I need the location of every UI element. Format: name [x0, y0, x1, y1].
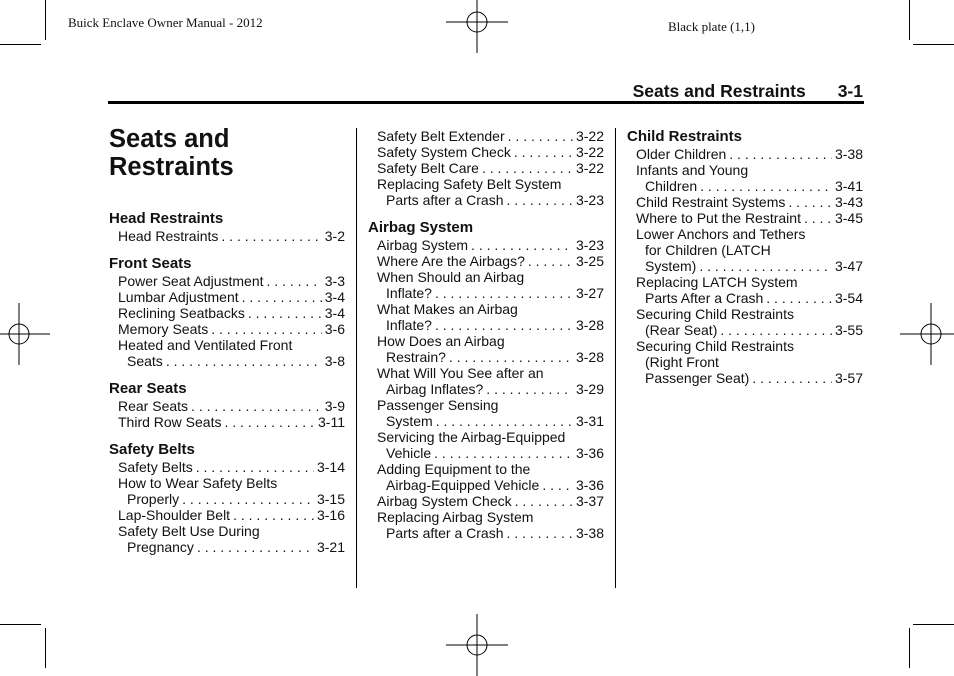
toc-entry-text: Third Row Seats	[118, 414, 222, 430]
toc-group-title: Head Restraints	[109, 210, 224, 227]
toc-leader-dots	[434, 445, 573, 461]
toc-entry[interactable]	[377, 397, 604, 429]
toc-page-ref: 3-4	[324, 289, 345, 305]
toc-leader-dots	[182, 491, 314, 507]
toc-entry-line	[377, 397, 604, 413]
toc-entry-line	[636, 178, 863, 194]
toc-entry[interactable]	[377, 461, 604, 493]
toc-entry[interactable]	[118, 337, 345, 369]
toc-entry-text: Heated and Ventilated Front	[118, 337, 293, 353]
running-header	[633, 81, 863, 102]
toc-page-ref: 3-54	[834, 290, 863, 306]
toc-entry-text: Lower Anchors and Tethers	[636, 226, 806, 242]
toc-entry-line	[118, 228, 345, 244]
toc-leader-dots	[248, 305, 322, 321]
toc-leader-dots	[191, 398, 322, 414]
toc-entry-text: Parts after a Crash	[386, 525, 504, 541]
toc-entry-line	[377, 445, 604, 461]
toc-entry-line	[377, 253, 604, 269]
toc-entry[interactable]	[118, 228, 345, 244]
chapter-title: Seats and Restraints	[109, 125, 234, 181]
toc-entry-text: Inflate?	[386, 285, 432, 301]
toc-entry-text: (Right Front	[645, 354, 719, 370]
toc-entry-text: When Should an Airbag	[377, 269, 525, 285]
toc-page-ref: 3-21	[316, 539, 345, 555]
crop-mark	[0, 44, 41, 45]
toc-entry-text: Passenger Sensing	[377, 397, 499, 413]
registration-mark-left	[0, 303, 50, 365]
toc-leader-dots	[224, 414, 315, 430]
toc-entry[interactable]	[377, 333, 604, 365]
toc-entry-text: for Children (LATCH	[645, 242, 771, 258]
toc-entry-text: Restrain?	[386, 349, 446, 365]
toc-page-ref: 3-28	[575, 349, 604, 365]
registration-mark-top	[446, 0, 508, 53]
toc-entry-line	[118, 491, 345, 507]
toc-entry-text: Passenger Seat)	[645, 370, 750, 386]
toc-leader-dots	[720, 322, 832, 338]
toc-leader-dots	[267, 273, 322, 289]
toc-leader-dots	[471, 237, 573, 253]
toc-entry-line	[118, 305, 345, 321]
toc-page-ref: 3-43	[834, 194, 863, 210]
page-number: 3-1	[837, 81, 863, 101]
column-divider	[356, 128, 357, 588]
toc-entry-text: Inflate?	[386, 317, 432, 333]
toc-entry-text: Pregnancy	[127, 539, 194, 555]
toc-entry-line	[118, 398, 345, 414]
toc-entry-line	[377, 349, 604, 365]
toc-leader-dots	[507, 192, 573, 208]
toc-leader-dots	[196, 459, 314, 475]
toc-page-ref: 3-15	[316, 491, 345, 507]
toc-page-ref: 3-28	[575, 317, 604, 333]
toc-column-1	[109, 210, 345, 566]
toc-page-ref: 3-16	[316, 507, 345, 523]
toc-entry[interactable]	[636, 274, 863, 306]
toc-entry-text: (Rear Seat)	[645, 322, 718, 338]
toc-entry-line	[636, 194, 863, 210]
toc-entry[interactable]	[118, 289, 345, 305]
toc-entry[interactable]	[377, 301, 604, 333]
header-rule	[108, 101, 864, 104]
toc-entry-line	[377, 176, 604, 192]
toc-entry-line	[118, 507, 345, 523]
toc-column-2	[368, 128, 604, 552]
toc-page-ref: 3-4	[324, 305, 345, 321]
toc-leader-dots	[233, 507, 314, 523]
toc-group-title: Rear Seats	[109, 380, 187, 397]
toc-leader-dots	[528, 253, 573, 269]
registration-mark-bottom	[446, 614, 508, 676]
toc-entry-text: Parts After a Crash	[645, 290, 764, 306]
toc-entry-line	[377, 269, 604, 285]
toc-page-ref: 3-2	[324, 228, 345, 244]
toc-entry-text: Safety System Check	[377, 144, 511, 160]
toc-entry-text: Replacing Airbag System	[377, 509, 534, 525]
toc-entry[interactable]	[377, 493, 604, 509]
toc-page-ref: 3-38	[834, 146, 863, 162]
toc-entry-text: Rear Seats	[118, 398, 189, 414]
toc-group	[109, 255, 345, 369]
toc-entry-text: System	[386, 413, 433, 429]
toc-page-ref: 3-8	[324, 353, 345, 369]
toc-entry-text: Airbag Inflates?	[386, 381, 484, 397]
toc-page-ref: 3-3	[324, 273, 345, 289]
toc-leader-dots	[435, 317, 573, 333]
crop-mark	[909, 628, 910, 668]
toc-entry-line	[377, 317, 604, 333]
toc-entry-text: Reclining Seatbacks	[118, 305, 245, 321]
toc-page-ref: 3-22	[575, 160, 604, 176]
toc-entry-text: How Does an Airbag	[377, 333, 505, 349]
toc-page-ref: 3-55	[834, 322, 863, 338]
toc-entry[interactable]	[377, 160, 604, 176]
toc-entry-line	[377, 461, 604, 477]
toc-entry[interactable]	[377, 429, 604, 461]
toc-entry[interactable]	[377, 509, 604, 541]
toc-page-ref: 3-47	[834, 258, 863, 274]
toc-entry-text: Parts after a Crash	[386, 192, 504, 208]
toc-page-ref: 3-45	[834, 210, 863, 226]
toc-entry-text: Children	[645, 178, 698, 194]
toc-page-ref: 3-41	[834, 178, 863, 194]
toc-entry-line	[377, 429, 604, 445]
toc-entry-text: Safety Belt Use During	[118, 523, 260, 539]
toc-page-ref: 3-31	[575, 413, 604, 429]
toc-leader-dots	[542, 477, 573, 493]
toc-column-3	[627, 128, 863, 397]
toc-entry[interactable]	[118, 398, 345, 414]
crop-mark	[45, 628, 46, 668]
toc-entry-line	[377, 160, 604, 176]
toc-page-ref: 3-23	[575, 192, 604, 208]
toc-entry-text: Replacing LATCH System	[636, 274, 798, 290]
toc-entry-text: Securing Child Restraints	[636, 306, 794, 322]
toc-entry-text: Airbag System Check	[377, 493, 512, 509]
toc-leader-dots	[515, 493, 573, 509]
toc-entry-line	[377, 493, 604, 509]
toc-entry[interactable]	[636, 338, 863, 386]
toc-entry-text: System)	[645, 258, 697, 274]
toc-page-ref: 3-11	[318, 414, 345, 430]
toc-entry-line	[636, 338, 863, 354]
toc-entry-line	[377, 285, 604, 301]
toc-page-ref: 3-36	[575, 445, 604, 461]
toc-entry-line	[636, 210, 863, 226]
toc-page-ref: 3-9	[324, 398, 345, 414]
toc-entry[interactable]	[118, 475, 345, 507]
toc-page-ref: 3-6	[324, 321, 345, 337]
toc-entry-line	[636, 242, 863, 258]
toc-entry[interactable]	[377, 269, 604, 301]
toc-leader-dots	[221, 228, 321, 244]
toc-entry-line	[118, 523, 345, 539]
toc-group	[109, 441, 345, 555]
toc-leader-dots	[729, 146, 832, 162]
toc-entry-text: How to Wear Safety Belts	[118, 475, 278, 491]
toc-entry-text: Where Are the Airbags?	[377, 253, 525, 269]
toc-entry-line	[377, 301, 604, 317]
toc-entry-text: Vehicle	[386, 445, 432, 461]
toc-entry[interactable]	[118, 305, 345, 321]
toc-leader-dots	[211, 321, 322, 337]
toc-entry-line	[118, 475, 345, 491]
toc-entry-text: What Makes an Airbag	[377, 301, 518, 317]
toc-entry-text: Power Seat Adjustment	[118, 273, 264, 289]
toc-entry-line	[377, 365, 604, 381]
toc-entry-line	[377, 144, 604, 160]
toc-entry-line	[118, 289, 345, 305]
toc-leader-dots	[436, 413, 573, 429]
toc-entry[interactable]	[118, 321, 345, 337]
toc-entry-text: Securing Child Restraints	[636, 338, 794, 354]
toc-entry-line	[118, 273, 345, 289]
toc-entry-text: What Will You See after an	[377, 365, 544, 381]
toc-group-title: Airbag System	[368, 219, 474, 236]
toc-page-ref: 3-25	[575, 253, 604, 269]
crop-mark	[909, 0, 910, 40]
toc-entry-line	[118, 337, 345, 353]
toc-entry-text: Adding Equipment to the	[377, 461, 531, 477]
toc-entry-text: Safety Belts	[118, 459, 193, 475]
toc-entry[interactable]	[118, 507, 345, 523]
toc-entry[interactable]	[636, 210, 863, 226]
crop-mark	[0, 624, 41, 625]
toc-entry[interactable]	[636, 306, 863, 338]
toc-entry[interactable]	[118, 523, 345, 555]
toc-entry-text: Lap-Shoulder Belt	[118, 507, 231, 523]
toc-entry-line	[377, 381, 604, 397]
toc-leader-dots	[804, 210, 832, 226]
toc-entry-line	[377, 477, 604, 493]
toc-group	[368, 128, 604, 208]
toc-leader-dots	[449, 349, 573, 365]
toc-entry-line	[118, 321, 345, 337]
toc-page-ref: 3-38	[575, 525, 604, 541]
toc-entry[interactable]	[377, 176, 604, 208]
toc-entry-line	[636, 162, 863, 178]
toc-entry-line	[377, 333, 604, 349]
toc-entry-text: Head Restraints	[118, 228, 219, 244]
toc-leader-dots	[197, 539, 314, 555]
crop-mark	[45, 0, 46, 40]
toc-entry[interactable]	[118, 414, 345, 430]
toc-page-ref: 3-29	[575, 381, 604, 397]
toc-group-title: Safety Belts	[109, 441, 195, 458]
toc-entry-line	[636, 274, 863, 290]
toc-entry-line	[118, 353, 345, 369]
toc-leader-dots	[514, 144, 573, 160]
toc-group	[109, 210, 345, 244]
toc-leader-dots	[752, 370, 832, 386]
toc-entry-text: Airbag-Equipped Vehicle	[386, 477, 540, 493]
toc-entry-text: Lumbar Adjustment	[118, 289, 239, 305]
toc-entry-line	[377, 128, 604, 144]
toc-entry-line	[636, 306, 863, 322]
toc-entry-line	[636, 322, 863, 338]
toc-entry-line	[377, 509, 604, 525]
toc-page-ref: 3-22	[575, 128, 604, 144]
slug-right: Black plate (1,1)	[668, 19, 755, 34]
toc-entry-text: Child Restraint Systems	[636, 194, 786, 210]
toc-entry-line	[636, 354, 863, 370]
toc-leader-dots	[766, 290, 832, 306]
toc-entry-text: Memory Seats	[118, 321, 209, 337]
toc-entry-text: Replacing Safety Belt System	[377, 176, 562, 192]
toc-leader-dots	[508, 128, 573, 144]
toc-group	[627, 128, 863, 386]
toc-entry-line	[118, 459, 345, 475]
toc-entry-line	[377, 413, 604, 429]
toc-entry[interactable]	[636, 194, 863, 210]
crop-mark	[913, 624, 954, 625]
toc-entry[interactable]	[636, 162, 863, 194]
toc-entry-text: Older Children	[636, 146, 727, 162]
toc-entry[interactable]	[377, 128, 604, 144]
toc-entry-text: Where to Put the Restraint	[636, 210, 801, 226]
toc-entry[interactable]	[118, 459, 345, 475]
toc-leader-dots	[166, 353, 322, 369]
toc-entry-line	[377, 237, 604, 253]
toc-leader-dots	[699, 258, 832, 274]
toc-page-ref: 3-14	[316, 459, 345, 475]
registration-mark-right	[900, 303, 954, 365]
toc-entry[interactable]	[377, 365, 604, 397]
toc-group-title: Front Seats	[109, 255, 192, 272]
toc-leader-dots	[700, 178, 832, 194]
toc-entry-line	[118, 539, 345, 555]
toc-entry-text: Infants and Young	[636, 162, 749, 178]
toc-page-ref: 3-57	[834, 370, 863, 386]
column-divider	[615, 128, 616, 588]
toc-entry[interactable]	[377, 144, 604, 160]
toc-page-ref: 3-22	[575, 144, 604, 160]
toc-entry[interactable]	[118, 273, 345, 289]
toc-entry-text: Safety Belt Care	[377, 160, 479, 176]
toc-leader-dots	[482, 160, 573, 176]
slug-left: Buick Enclave Owner Manual - 2012	[68, 15, 263, 30]
toc-group	[368, 219, 604, 541]
toc-entry-text: Servicing the Airbag-Equipped	[377, 429, 566, 445]
toc-leader-dots	[435, 285, 573, 301]
toc-entry-text: Airbag System	[377, 237, 469, 253]
toc-group	[109, 380, 345, 430]
toc-group-title: Child Restraints	[627, 128, 743, 145]
toc-page-ref: 3-27	[575, 285, 604, 301]
toc-page-ref: 3-36	[575, 477, 604, 493]
toc-entry-line	[377, 192, 604, 208]
toc-entry-line	[377, 525, 604, 541]
toc-page-ref: 3-37	[575, 493, 604, 509]
toc-entry-line	[118, 414, 345, 430]
toc-entry-text: Properly	[127, 491, 180, 507]
toc-entry[interactable]	[377, 253, 604, 269]
toc-entry[interactable]	[377, 237, 604, 253]
toc-page-ref: 3-23	[575, 237, 604, 253]
toc-leader-dots	[486, 381, 573, 397]
toc-entry[interactable]	[636, 226, 863, 274]
toc-leader-dots	[788, 194, 832, 210]
toc-entry-text: Seats	[127, 353, 163, 369]
toc-entry-line	[636, 146, 863, 162]
toc-entry-line	[636, 226, 863, 242]
toc-leader-dots	[242, 289, 322, 305]
toc-entry-line	[636, 290, 863, 306]
toc-entry[interactable]	[636, 146, 863, 162]
toc-entry-text: Safety Belt Extender	[377, 128, 505, 144]
toc-leader-dots	[507, 525, 573, 541]
crop-mark	[913, 44, 954, 45]
toc-entry-line	[636, 258, 863, 274]
toc-entry-line	[636, 370, 863, 386]
section-title: Seats and Restraints	[632, 81, 806, 101]
